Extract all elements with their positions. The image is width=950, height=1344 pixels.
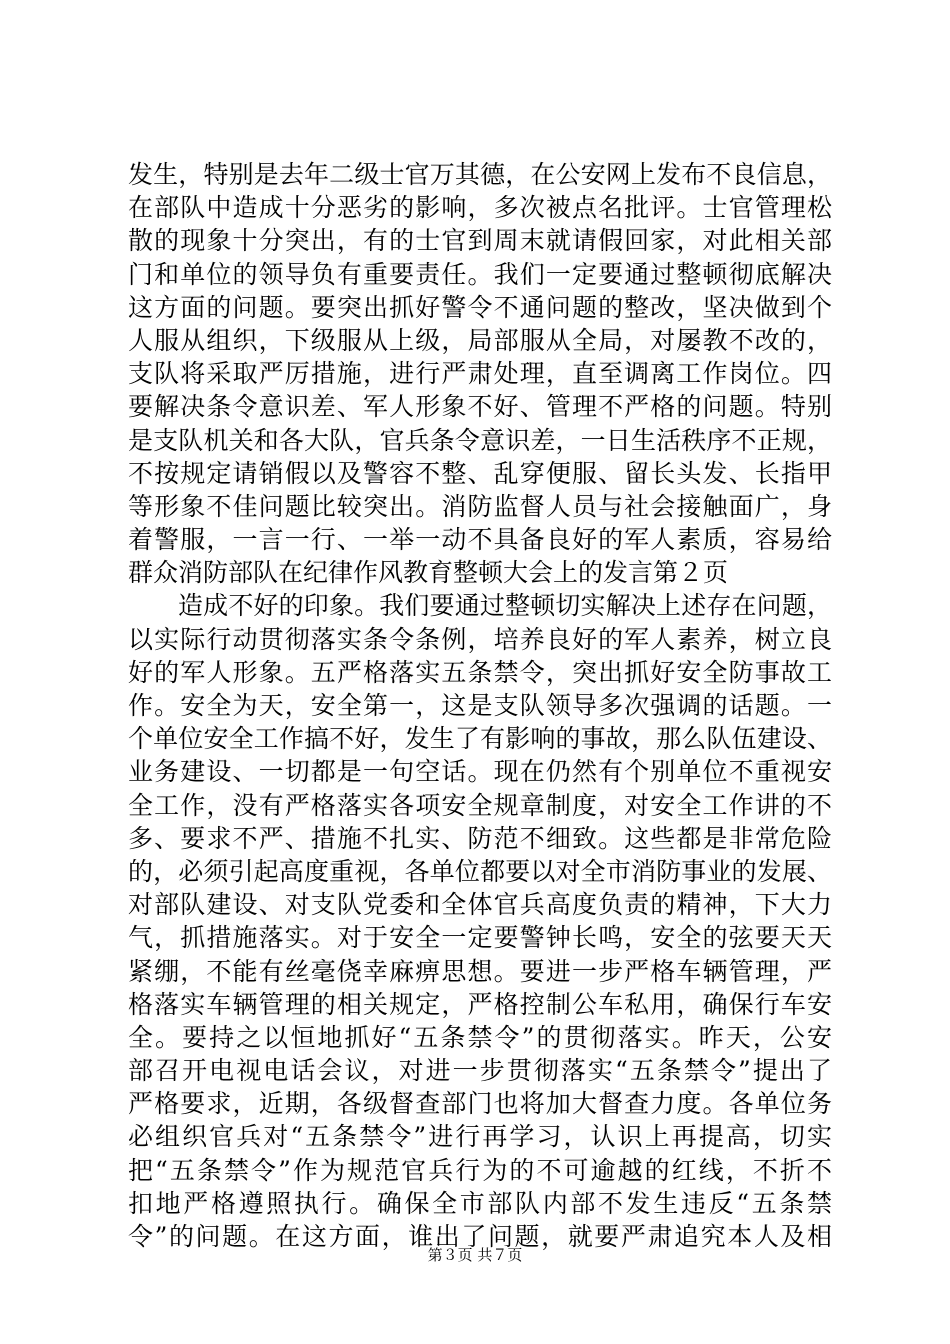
text-line: 多、要求不严、措施不扎实、防范不细致。这些都是非常危险	[128, 823, 832, 853]
document-body	[128, 158, 832, 1253]
text-line: 支队将采取严厉措施，进行严肃处理，直至调离工作岗位。四	[128, 359, 832, 389]
text-line: 散的现象十分突出，有的士官到周末就请假回家，对此相关部	[128, 226, 832, 256]
text-line: 把“五条禁令”作为规范官兵行为的不可逾越的红线，不折不	[128, 1155, 832, 1185]
text-line: 要解决条令意识差、军人形象不好、管理不严格的问题。特别	[128, 392, 832, 422]
text-line: 群众消防部队在纪律作风教育整顿大会上的发言第２页	[128, 558, 729, 588]
text-line: 着警服，一言一行、一举一动不具备良好的军人素质，容易给	[128, 525, 832, 555]
text-line: 不按规定请销假以及警容不整、乱穿便服、留长头发、长指甲	[128, 458, 832, 488]
text-line: 发生，特别是去年二级士官万其德，在公安网上发布不良信息，	[128, 160, 832, 189]
text-line: 全工作，没有严格落实各项安全规章制度，对安全工作讲的不	[128, 790, 832, 820]
text-line: 令”的问题。在这方面，谁出了问题，就要严肃追究本人及相	[128, 1222, 832, 1251]
page-footer	[0, 1244, 950, 1265]
text-line: 紧绷，不能有丝毫侥幸麻痹思想。要进一步严格车辆管理，严	[128, 956, 832, 986]
page-number-label: 第３页 共７页	[427, 1246, 523, 1264]
text-line: 全。要持之以恒地抓好“五条禁令”的贯彻落实。昨天，公安	[128, 1022, 832, 1052]
text-line: 在部队中造成十分恶劣的影响，多次被点名批评。士官管理松	[128, 193, 832, 223]
paragraph	[128, 589, 832, 1253]
text-line: 对部队建设、对支队党委和全体官兵高度负责的精神，下大力	[128, 890, 832, 920]
text-line: 业务建设、一切都是一句空话。现在仍然有个别单位不重视安	[128, 757, 832, 787]
paragraph	[128, 158, 832, 589]
text-line: 格落实车辆管理的相关规定，严格控制公车私用，确保行车安	[128, 989, 832, 1019]
text-line: 气，抓措施落实。对于安全一定要警钟长鸣，安全的弦要天天	[128, 923, 832, 953]
text-line: 必组织官兵对“五条禁令”进行再学习，认识上再提高，切实	[128, 1122, 832, 1152]
text-line: 这方面的问题。要突出抓好警令不通问题的整改，坚决做到个	[128, 292, 832, 322]
text-line: 扣地严格遵照执行。确保全市部队内部不发生违反“五条禁	[128, 1188, 832, 1218]
text-line: 人服从组织，下级服从上级，局部服从全局，对屡教不改的，	[128, 325, 832, 355]
text-line: 门和单位的领导负有重要责任。我们一定要通过整顿彻底解决	[128, 259, 832, 289]
text-line: 以实际行动贯彻落实条令条例，培养良好的军人素养，树立良	[128, 624, 832, 654]
text-line: 作。安全为天，安全第一，这是支队领导多次强调的话题。一	[128, 691, 832, 720]
text-line: 等形象不佳问题比较突出。消防监督人员与社会接触面广，身	[128, 491, 832, 521]
text-line: 严格要求，近期，各级督查部门也将加大督查力度。各单位务	[128, 1089, 832, 1119]
text-line: 造成不好的印象。我们要通过整顿切实解决上述存在问题，	[178, 591, 832, 621]
text-line: 好的军人形象。五严格落实五条禁令，突出抓好安全防事故工	[128, 657, 832, 687]
text-line: 部召开电视电话会议，对进一步贯彻落实“五条禁令”提出了	[128, 1056, 832, 1086]
text-line: 个单位安全工作搞不好，发生了有影响的事故，那么队伍建设、	[128, 724, 832, 754]
text-line: 的，必须引起高度重视，各单位都要以对全市消防事业的发展、	[128, 856, 832, 886]
text-line: 是支队机关和各大队，官兵条令意识差，一日生活秩序不正规，	[128, 425, 832, 455]
